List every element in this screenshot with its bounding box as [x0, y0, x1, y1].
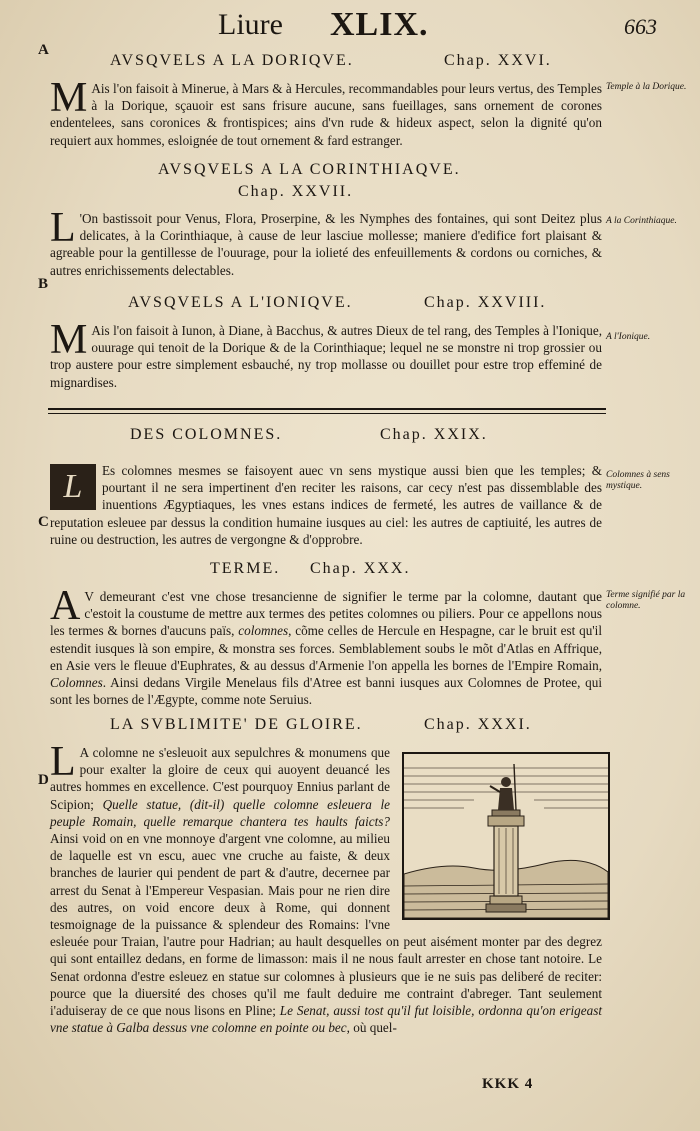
margin-mark-c: C — [38, 514, 49, 530]
section-text-terme: A V demeurant c'est vne chose tresancienne de signifier le terme par la colomne, dautant que c'estoit la coustume de mettre aux termes des petites colomnes ou piliers. Pour ce appellons nous les termes & bornes d'aucuns païs, colomnes, cõme celles de Hercule en Hespagne, car le bruit est qu'il estendit iusques là son empire, & monstra ses forces. Semblablement soubs le mõt d'Atlas en Affrique, en Asie vers le fleuue d'Euphrates, & au dessus d'Armenie l'on appella les bornes de l'Empire Romain, Colomnes. Ainsi dedans Virgile Menelaus fils d'Atree est banni iusques aux Colomnes de Protee, qui sont les bornes de l'Ægypte, comme note Seruius. — [50, 583, 602, 708]
marginal-note-terme: Terme signifié par la colomne. — [606, 590, 686, 611]
section-text-corinthiaque: L 'On bastissoit pour Venus, Flora, Proserpine, & les Nymphes des fontaines, qui sont Deitez plus delicates, à la Corinthiaque, à cause de leur lasciue mollesse; maniere d'edifice fort plaisant & agreable pour la gentillesse de l'ouurage, pour la iolieté des enfeuillements & cordons ou corniches, & autres enrichissements delectables. — [50, 205, 602, 278]
figure-float-space — [390, 744, 602, 920]
chapter-label: Chap. XXXI. — [424, 716, 532, 733]
dropcap: M — [50, 75, 88, 121]
running-head-book-number: XLIX. — [330, 6, 429, 43]
marginal-note-corinthiaque: A la Corinthiaque. — [606, 216, 677, 226]
dropcap: A — [50, 583, 81, 629]
page-header — [0, 4, 700, 44]
margin-mark-a: A — [38, 42, 49, 58]
chapter-label: Chap. XXVII. — [238, 183, 354, 200]
section-divider-thin — [48, 413, 606, 414]
book-page: Liure XLIX. 663 A B C D AVSQVELS A LA DORIQVE. Chap. XXVI. M Ais l'on faisoit à Minerue, à Mars & à Hercules, recommandables pour leurs vertus, des Temples à la Dorique, sçauoir est sans frisure aucune, sans fueillages, sans ornement de corones endentelees, sans coronices & frontispices; ains d'vn rude & hideux aspect, selon la dignité qu'on requiert aux hommes, esloignée de tout ornement & fard estranger. Temple à la Dorique. AVSQVELS A LA CORINTHIAQVE. Chap. XXVII. L 'On bastissoit pour Venus, Flora, Proserpine, & les Nymphes des fontaines, qui sont Deitez plus delicates, à la Corinthiaque, à cause de leur lasciue mollesse; maniere d'edifice fort plaisant & agreable pour la gentillesse de l'ouurage, pour la iolieté des enfeuillements & cordons ou corniches, & autres enrichissements delectables. A la Corinthiaque. AVSQVELS A L'IONIQVE. Chap. XXVIII. M Ais l'on faisoit à Iunon, à Diane, à Bacchus, & autres Dieux de tel rang, des Temples à l'Ionique, ouurage qui tenoit de la Dorique & de la Corinthiaque; lequel ne se monstre ni trop grossier ou trop austere pour estre simplement esbauché, ny trop mollasse ou douillet pour estre trop effeminé de mignardises. A l'Ionique. DES COLOMNES. Chap. XXIX. L Es colomnes mesmes se faisoyent auec vn sens mystique aussi bien que les temples; & pourtant il ne sera impertinent d'en reciter les raisons, car cecy n'est pas dissemblable des inuentions Ægyptiaques, les vnes estans indices de fermeté, les autres de vaillance & de reputation esleuee par dessus la condition humaine iusques au ciel: les autres de captiuité, les autres de ruine ou destruction, les autres de vergongne & d'opprobre. Colomnes à sens mystique. TERME. Chap. XXX. A V demeurant c'est vne chose tresancienne de signifier le terme par la colomne, dautant que c'estoit la coustume de mettre aux termes des petites colomnes ou piliers. Pour ce appellons nous les termes & bornes d'aucuns païs, colomnes, cõme celles de Hercule en Hespagne, car le bruit est qu'il estendit iusques là son empire, & monstra ses forces. Semblablement soubs le mõt d'Atlas en Affrique, en Asie vers le fleuue d'Euphrates, & au dessus d'Armenie l'on appella les bornes de l'Empire Romain, Colomnes. Ainsi dedans Virgile Menelaus fils d'Atree est banni iusques aux Colomnes de Protee, qui sont les bornes de l'Ægypte, comme note Seruius. Terme signifié par la colomne. LA SVBLIMITE' DE GLOIRE. Chap. XXXI. L A colomne ne s'esleuoit aux sepulchres & monumens que pour exalter la gloire de ceux qui auoyent deuancé les autres hommes en excellence. C'est pourquoy Ennius parlant de Scipion; Quelle statue, (dit-il) quelle colomne esleuera le peuple Romain, quelle remarque chantera tes haults faicts? Ainsi void on en vne monnoye d'argent vne colomne, au milieu de laquelle est vn escu, auec vne cruche au faiste, & deux branches de laurier qui pendent de part & d'autre, decernee par arrest du Senat à l'Empereur Vespasian. Mais pour ne rien dire des autres, on void encore deux à Rome, qui donnent tesmoignage de la puissance & splendeur des Romains: l'vne esleuée pour Traian, l'autre pour Hadrian; au hault desquelles on peut aisément monter par des degrez qui sont entaillez dedans, en forme de limasson: mais il ne nous fault arrester en chose tant notoire. Le Senat ordonna d'estre esleuez en statue sur colomnes à plusieurs que ie ne suis pas deliberé de reciter: pource que la diuersité des choses qu'il me fault deduire me contraint d'abreger. Tant seulement i'aduiseray de ce que nous lisons en Pline; Le Senat, aussi tost qu'il fut loisible, ordonna qu'on erigeast vne statue à Galba dessus vne colomne en pointe ou bec, où quel- KKK 4 — [0, 0, 700, 1131]
marginal-note-colomnes: Colomnes à sens mystique. — [606, 470, 670, 491]
section-divider — [48, 408, 606, 410]
chapter-label: Chap. XXIX. — [380, 426, 488, 443]
section-text-dorique: M Ais l'on faisoit à Minerue, à Mars & à Hercules, recommandables pour leurs vertus, des Temples à la Dorique, sçauoir est sans frisure aucune, sans fueillages, sans ornement de corones endentelees, sans coronices & frontispices; ains d'vn rude & hideux aspect, selon la dignité qu'on requiert aux hommes, esloignée de tout ornement & fard estranger. — [50, 75, 602, 148]
running-head-word: Liure — [218, 8, 283, 41]
dropcap: L — [50, 739, 76, 785]
signature-mark: KKK 4 — [482, 1076, 534, 1092]
margin-mark-d: D — [38, 772, 49, 788]
dropcap: L — [50, 205, 76, 251]
section-text-colomnes: L Es colomnes mesmes se faisoyent auec vn sens mystique aussi bien que les temples; & pourtant il ne sera impertinent d'en reciter les raisons, car cecy n'est pas dissemblable des inuentions Ægyptiaques, les vnes estans indices de fermeté, les autres de vaillance & de reputation esleuee par dessus la condition humaine iusques au ciel: les autres de captiuité, les autres de ruine ou destruction, les autres de vergongne & d'opprobre. — [50, 463, 602, 547]
chapter-label: Chap. XXVI. — [444, 52, 552, 69]
ornamented-initial: L — [50, 464, 96, 510]
folio-number: 663 — [624, 14, 657, 39]
marginal-note-ionique: A l'Ionique. — [606, 332, 651, 342]
section-text-ionique: M Ais l'on faisoit à Iunon, à Diane, à Bacchus, & autres Dieux de tel rang, des Temples à l'Ionique, ouurage qui tenoit de la Dorique & de la Corinthiaque; lequel ne se monstre ni trop grossier ou trop austere pour estre simplement esbauché, ny trop mollasse ou douillet pour estre trop effeminé de mignardises. — [50, 317, 602, 390]
chapter-label: Chap. XXX. — [310, 560, 411, 577]
dropcap: M — [50, 317, 88, 363]
marginal-note-dorique: Temple à la Dorique. — [606, 82, 687, 92]
chapter-label: Chap. XXVIII. — [424, 294, 547, 311]
section-text-sublimite: L A colomne ne s'esleuoit aux sepulchres & monumens que pour exalter la gloire de ceux qui auoyent deuancé les autres hommes en excellence. C'est pourquoy Ennius parlant de Scipion; Quelle statue, (dit-il) quelle colomne esleuera le peuple Romain, quelle remarque chantera tes haults faicts? Ainsi void on en vne monnoye d'argent vne colomne, au milieu de laquelle est vn escu, auec vne cruche au faiste, & deux branches de laurier qui pendent de part & d'autre, decernee par arrest du Senat à l'Empereur Vespasian. Mais pour ne rien dire des autres, on void encore deux à Rome, qui donnent tesmoignage de la puissance & splendeur des Romains: l'vne esleuée pour Traian, l'autre pour Hadrian; au hault desquelles on peut aisément monter par des degrez qui sont entaillez dedans, en forme de limasson: mais il ne nous fault arrester en chose tant notoire. Le Senat ordonna d'estre esleuez en statue sur colomnes à plusieurs que ie ne suis pas deliberé de reciter: pource que la diuersité des choses qu'il me fault deduire me contraint d'abreger. Tant seulement i'aduiseray de ce que nous lisons en Pline; Le Senat, aussi tost qu'il fut loisible, ordonna qu'on erigeast vne statue à Galba dessus vne colomne en pointe ou bec, où quel- — [50, 739, 602, 1036]
margin-mark-b: B — [38, 276, 49, 292]
